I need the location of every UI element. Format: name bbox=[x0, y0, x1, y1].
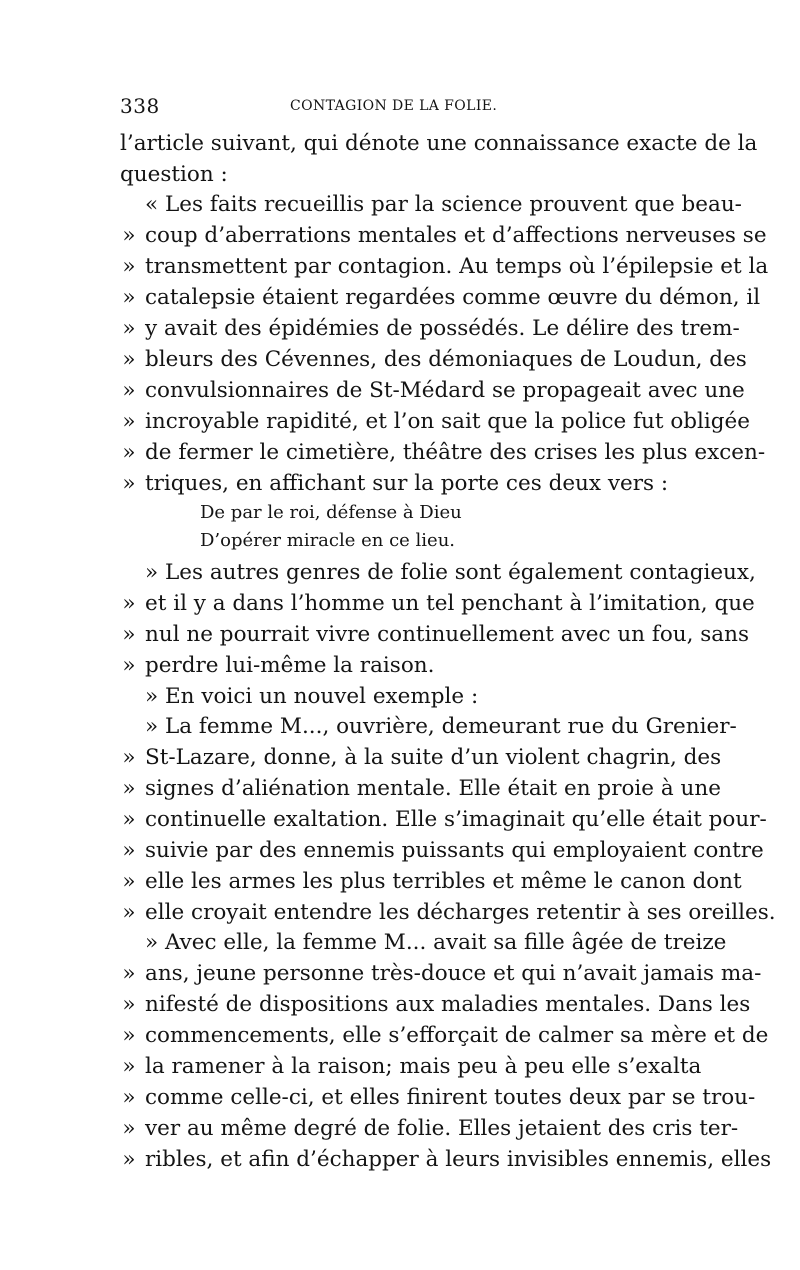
line-text: « Les faits recueillis par la science prouvent que beau- bbox=[145, 192, 742, 217]
line-text: elle croyait entendre les décharges retentir à ses oreilles. bbox=[145, 900, 776, 925]
quote-mark: » bbox=[122, 1147, 136, 1172]
text-line bbox=[0, 188, 800, 222]
verse-line: D’opérer miracle en ce lieu. bbox=[200, 530, 456, 551]
text-line bbox=[0, 1112, 800, 1146]
text-line bbox=[0, 926, 800, 960]
line-text: y avait des épidémies de possédés. Le délire des trem- bbox=[145, 316, 740, 341]
text-line bbox=[0, 556, 800, 590]
line-text: l’article suivant, qui dénote une connaissance exacte de la bbox=[120, 131, 758, 156]
text-line bbox=[0, 649, 800, 683]
line-text: comme celle-ci, et elles finirent toutes deux par se trou- bbox=[145, 1085, 756, 1110]
quote-mark: » bbox=[122, 254, 136, 279]
line-text: transmettent par contagion. Au temps où l’épilepsie et la bbox=[145, 254, 769, 279]
text-line bbox=[0, 312, 800, 346]
line-text: de fermer le cimetière, théâtre des crises les plus excen- bbox=[145, 440, 766, 465]
text-line bbox=[0, 865, 800, 899]
text-line bbox=[0, 803, 800, 837]
line-text: et il y a dans l’homme un tel penchant à l’imitation, que bbox=[145, 591, 755, 616]
quote-mark: » bbox=[122, 471, 136, 496]
quote-mark: » bbox=[122, 1116, 136, 1141]
line-text: suivie par des ennemis puissants qui employaient contre bbox=[145, 838, 764, 863]
line-text: » Les autres genres de folie sont également contagieux, bbox=[145, 560, 756, 585]
line-text: commencements, elle s’efforçait de calmer sa mère et de bbox=[145, 1023, 769, 1048]
text-line bbox=[0, 1019, 800, 1053]
text-line bbox=[0, 710, 800, 744]
text-line bbox=[0, 343, 800, 377]
line-text: nul ne pourrait vivre continuellement avec un fou, sans bbox=[145, 622, 750, 647]
text-line bbox=[0, 524, 800, 558]
line-text: la ramener à la raison; mais peu à peu elle s’exalta bbox=[145, 1054, 702, 1079]
line-text: » En voici un nouvel exemple : bbox=[145, 684, 479, 709]
line-text: St-Lazare, donne, à la suite d’un violent chagrin, des bbox=[145, 745, 722, 770]
text-line bbox=[0, 281, 800, 315]
quote-mark: » bbox=[122, 409, 136, 434]
text-line bbox=[0, 772, 800, 806]
text-line bbox=[0, 988, 800, 1022]
line-text: bleurs des Cévennes, des démoniaques de Loudun, des bbox=[145, 347, 747, 372]
text-line bbox=[0, 587, 800, 621]
text-line bbox=[0, 741, 800, 775]
running-title: CONTAGION DE LA FOLIE. bbox=[290, 98, 498, 114]
quote-mark: » bbox=[122, 285, 136, 310]
quote-mark: » bbox=[122, 745, 136, 770]
line-text: signes d’aliénation mentale. Elle était en proie à une bbox=[145, 776, 721, 801]
quote-mark: » bbox=[122, 992, 136, 1017]
line-text: elle les armes les plus terribles et même le canon dont bbox=[145, 869, 742, 894]
text-line bbox=[0, 1081, 800, 1115]
page-number: 338 bbox=[120, 94, 160, 118]
quote-mark: » bbox=[122, 1023, 136, 1048]
line-text: ribles, et afin d’échapper à leurs invisibles ennemis, elles bbox=[145, 1147, 772, 1172]
text-line bbox=[0, 680, 800, 714]
text-line bbox=[0, 127, 800, 161]
quote-mark: » bbox=[122, 807, 136, 832]
line-text: catalepsie étaient regardées comme œuvre du démon, il bbox=[145, 285, 761, 310]
line-text: perdre lui-même la raison. bbox=[145, 653, 435, 678]
quote-mark: » bbox=[122, 378, 136, 403]
line-text: question : bbox=[120, 162, 228, 187]
text-line bbox=[0, 834, 800, 868]
quote-mark: » bbox=[122, 869, 136, 894]
line-text: coup d’aberrations mentales et d’affections nerveuses se bbox=[145, 223, 767, 248]
line-text: ans, jeune personne très-douce et qui n’avait jamais ma- bbox=[145, 961, 762, 986]
line-text: nifesté de dispositions aux maladies mentales. Dans les bbox=[145, 992, 751, 1017]
quote-mark: » bbox=[122, 838, 136, 863]
verse-line: De par le roi, défense à Dieu bbox=[200, 502, 462, 523]
text-line bbox=[0, 957, 800, 991]
quote-mark: » bbox=[122, 622, 136, 647]
quote-mark: » bbox=[122, 776, 136, 801]
text-line bbox=[0, 896, 800, 930]
quote-mark: » bbox=[122, 223, 136, 248]
quote-mark: » bbox=[122, 900, 136, 925]
quote-mark: » bbox=[122, 1054, 136, 1079]
text-line bbox=[0, 436, 800, 470]
quote-mark: » bbox=[122, 961, 136, 986]
quote-mark: » bbox=[122, 347, 136, 372]
quote-mark: » bbox=[122, 1085, 136, 1110]
text-line bbox=[0, 219, 800, 253]
quote-mark: » bbox=[122, 653, 136, 678]
text-line bbox=[0, 1050, 800, 1084]
quote-mark: » bbox=[122, 440, 136, 465]
line-text: ver au même degré de folie. Elles jetaient des cris ter- bbox=[145, 1116, 739, 1141]
text-line bbox=[0, 158, 800, 192]
text-line bbox=[0, 1143, 800, 1177]
line-text: » La femme M..., ouvrière, demeurant rue du Grenier- bbox=[145, 714, 737, 739]
quote-mark: » bbox=[122, 316, 136, 341]
text-line bbox=[0, 250, 800, 284]
line-text: incroyable rapidité, et l’on sait que la police fut obligée bbox=[145, 409, 750, 434]
page-header bbox=[120, 94, 680, 120]
line-text: » Avec elle, la femme M... avait sa fille âgée de treize bbox=[145, 930, 727, 955]
text-line bbox=[0, 374, 800, 408]
line-text: triques, en affichant sur la porte ces deux vers : bbox=[145, 471, 669, 496]
text-line bbox=[0, 405, 800, 439]
line-text: convulsionnaires de St-Médard se propageait avec une bbox=[145, 378, 745, 403]
quote-mark: » bbox=[122, 591, 136, 616]
text-line bbox=[0, 618, 800, 652]
line-text: continuelle exaltation. Elle s’imaginait qu’elle était pour- bbox=[145, 807, 767, 832]
